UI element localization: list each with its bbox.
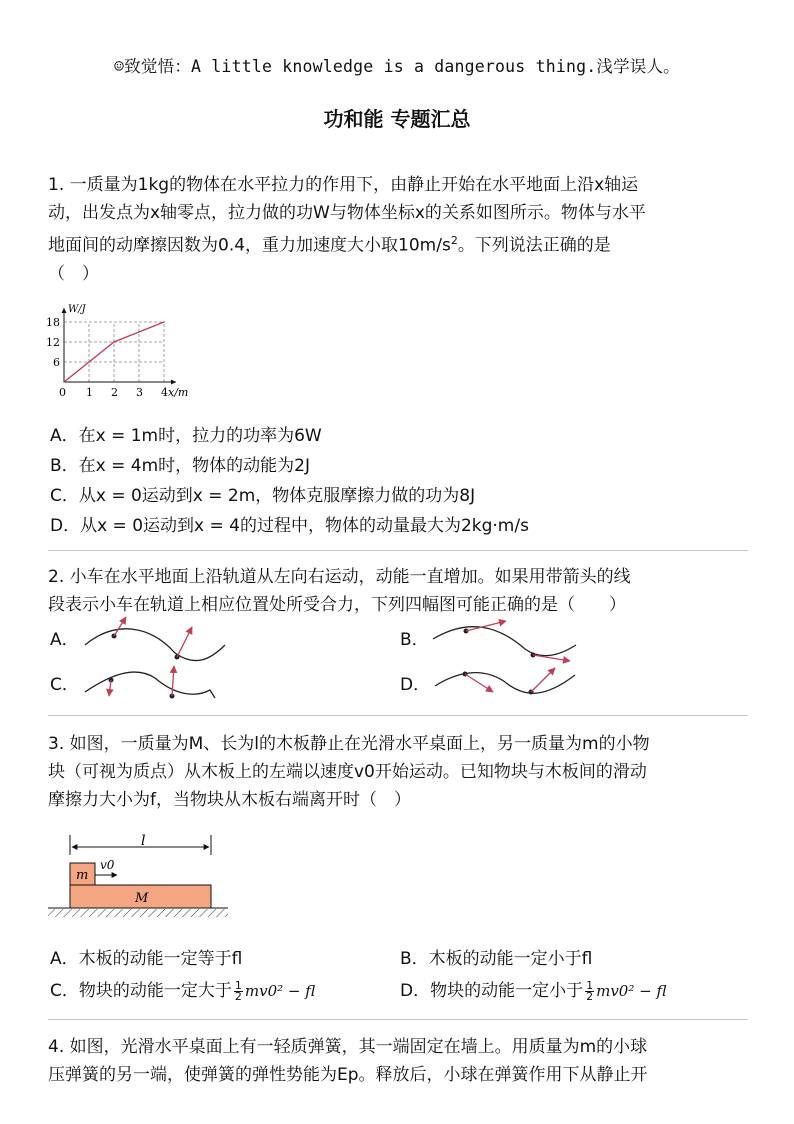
y-tick-label: 12 xyxy=(46,336,60,349)
force-arrow xyxy=(531,668,555,692)
track-curve xyxy=(85,629,225,661)
q3-line1: 3. 如图，一质量为M、长为l的木板静止在光滑水平桌面上，另一质量为m的小物 xyxy=(48,734,650,754)
q2-option-d-label[interactable]: D． xyxy=(400,675,431,695)
fraction: $\frac{1}{2}$ xyxy=(586,978,594,1003)
q2-figure-d[interactable] xyxy=(430,660,580,705)
y-tick-label: 6 xyxy=(53,356,60,369)
q1-line4: （ ） xyxy=(48,263,99,284)
q1-line3: 地面间的动摩擦因数为0.4，重力加速度大小取$10m/s^2$。下列说法正确的是 xyxy=(48,234,611,256)
table-hatch xyxy=(48,909,228,917)
data-point xyxy=(63,381,65,383)
track-curve xyxy=(435,673,575,694)
q2-option-b-label[interactable]: B． xyxy=(400,630,429,650)
x-tick-label: 2 xyxy=(111,386,118,399)
q3-line2: 块（可视为质点）从木板上的左端以速度v0开始运动。已知物块与木板间的滑动 xyxy=(48,762,647,782)
x-tick-label: 1 xyxy=(86,386,93,399)
q3-line3: 摩擦力大小为f，当物块从木板右端离开时（ ） xyxy=(48,790,411,810)
data-point xyxy=(163,321,165,323)
q2-figure-c[interactable] xyxy=(80,660,230,705)
force-arrow xyxy=(177,627,192,657)
question-3 xyxy=(48,730,748,814)
board-label: M xyxy=(135,891,149,906)
force-arrow xyxy=(109,680,111,696)
x-axis-label: x/m xyxy=(168,386,189,399)
q2-option-a-label[interactable]: A． xyxy=(50,630,79,650)
y-tick-label: 18 xyxy=(46,316,60,329)
q4-line2: 压弹簧的另一端，使弹簧的弹性势能为Ep。释放后，小球在弹簧作用下从静止开 xyxy=(48,1065,648,1085)
length-label: l xyxy=(141,833,146,849)
divider xyxy=(48,1019,748,1020)
q4-line1: 4. 如图，光滑水平桌面上有一轻质弹簧，其一端固定在墙上。用质量为m的小球 xyxy=(48,1037,648,1057)
force-arrow xyxy=(114,617,126,636)
q3-option-b[interactable]: B．木板的动能一定小于fl xyxy=(400,949,593,969)
question-1 xyxy=(48,171,748,288)
q1-option-a[interactable]: A．在x = 1m时，拉力的功率为6W xyxy=(50,426,322,446)
force-arrow xyxy=(466,621,506,631)
force-arrow xyxy=(465,674,493,692)
y-axis-label: W/J xyxy=(68,304,86,315)
block-label: m xyxy=(76,868,89,883)
q3-option-d[interactable]: D．物块的动能一定小于 $\frac{1}{2}$ mv0² − fl xyxy=(400,978,667,1003)
fraction: $\frac{1}{2}$ xyxy=(234,978,242,1003)
motto: ☺致觉悟：A little knowledge is a dangerous thing.浅学误人。 xyxy=(114,57,680,76)
q1-option-d[interactable]: D．从x = 0运动到x = 4的过程中，物体的动量最大为2kg·m/s xyxy=(50,516,529,536)
q1-line2: 动，出发点为x轴零点，拉力做的功W与物体坐标x的关系如图所示。物体与水平 xyxy=(48,203,646,223)
q1-line1: 1. 一质量为1kg的物体在水平拉力的作用下，由静止开始在水平地面上沿x轴运 xyxy=(48,175,639,195)
work-displacement-chart xyxy=(40,290,210,400)
divider xyxy=(48,715,748,716)
page-title: 功和能 专题汇总 xyxy=(323,107,471,131)
track-curve xyxy=(85,672,215,698)
question-4 xyxy=(48,1033,748,1089)
data-point xyxy=(113,341,115,343)
q3-option-a[interactable]: A．木板的动能一定等于fl xyxy=(50,949,243,969)
x-tick-label: 4 xyxy=(161,386,168,399)
x-tick-label: 0 xyxy=(59,386,66,399)
force-arrow xyxy=(172,666,174,696)
question-2 xyxy=(48,563,748,619)
q1-option-c[interactable]: C．从x = 0运动到x = 2m，物体克服摩擦力做的功为8J xyxy=(50,486,476,506)
board-block-figure xyxy=(45,825,235,925)
track-curve xyxy=(433,627,576,656)
q3-option-c[interactable]: C．物块的动能一定大于 $\frac{1}{2}$ mv0² − fl xyxy=(50,978,316,1003)
q2-option-c-label[interactable]: C． xyxy=(50,675,79,695)
q2-line2: 段表示小车在轨道上相应位置处所受合力，下列四幅图可能正确的是（ ） xyxy=(48,595,626,615)
velocity-label: v0 xyxy=(100,858,115,872)
q1-option-b[interactable]: B．在x = 4m时，物体的动能为2J xyxy=(50,456,310,476)
divider xyxy=(48,550,748,551)
x-axis-arrow xyxy=(171,380,176,385)
y-axis-arrow xyxy=(62,308,67,313)
q2-line1: 2. 小车在水平地面上沿轨道从左向右运动，动能一直增加。如果用带箭头的线 xyxy=(48,567,631,587)
x-tick-label: 3 xyxy=(136,386,143,399)
